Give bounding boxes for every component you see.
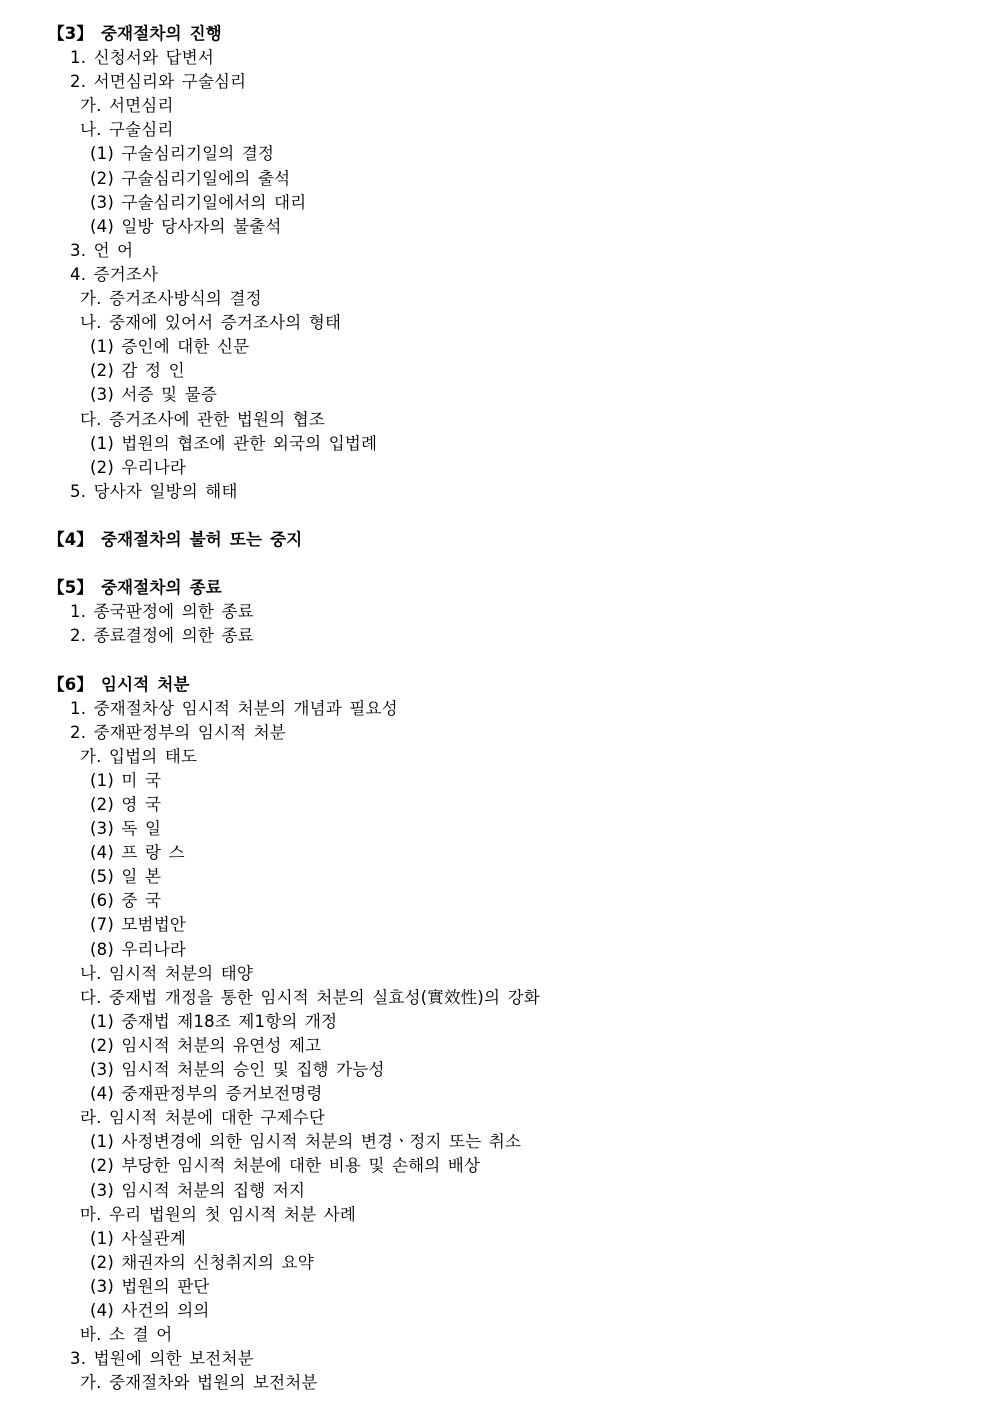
toc-item-level-3: (2) 구술심리기일에의 출석 bbox=[90, 168, 291, 188]
toc-item-level-3: (3) 임시적 처분의 승인 및 집행 가능성 bbox=[90, 1060, 385, 1080]
toc-item-level-2: 가. 중재절차와 법원의 보전처분 bbox=[80, 1373, 318, 1393]
toc-item-level-1: 2. 서면심리와 구술심리 bbox=[70, 72, 247, 92]
toc-item-level-3: (3) 임시적 처분의 집행 저지 bbox=[90, 1180, 306, 1200]
toc-item-level-3: (4) 중재판정부의 증거보전명령 bbox=[90, 1084, 323, 1104]
toc-item-level-3: (7) 모범법안 bbox=[90, 915, 186, 935]
toc-item-level-3: (4) 프 랑 스 bbox=[90, 843, 185, 863]
toc-item-level-2: 마. 우리 법원의 첫 임시적 처분 사례 bbox=[80, 1204, 357, 1224]
toc-item-level-3: (2) 우리나라 bbox=[90, 457, 186, 477]
toc-item-level-1: 4. 증거조사 bbox=[70, 264, 159, 284]
toc-item-level-1: 5. 당사자 일방의 해태 bbox=[70, 481, 238, 501]
toc-item-level-3: (2) 감 정 인 bbox=[90, 361, 185, 381]
toc-item-level-1: 1. 중재절차상 임시적 처분의 개념과 필요성 bbox=[70, 698, 398, 718]
toc-item-level-3: (3) 법원의 판단 bbox=[90, 1276, 210, 1296]
section-heading: 【4】 중재절차의 불허 또는 중지 bbox=[48, 529, 303, 549]
toc-item-level-1: 2. 중재판정부의 임시적 처분 bbox=[70, 722, 287, 742]
toc-item-level-3: (1) 구술심리기일의 결정 bbox=[90, 144, 275, 164]
toc-item-level-3: (4) 사건의 의의 bbox=[90, 1300, 210, 1320]
toc-item-level-3: (2) 부당한 임시적 처분에 대한 비용 및 손해의 배상 bbox=[90, 1156, 481, 1176]
toc-item-level-1: 2. 종료결정에 의한 종료 bbox=[70, 626, 254, 646]
toc-item-level-3: (5) 일 본 bbox=[90, 867, 162, 887]
toc-item-level-3: (4) 일방 당사자의 불출석 bbox=[90, 216, 282, 236]
toc-item-level-3: (6) 중 국 bbox=[90, 891, 162, 911]
toc-item-level-1: 1. 종국판정에 의한 종료 bbox=[70, 602, 254, 622]
toc-item-level-2: 나. 중재에 있어서 증거조사의 형태 bbox=[80, 313, 342, 333]
toc-item-level-3: (1) 사정변경에 의한 임시적 처분의 변경ㆍ정지 또는 취소 bbox=[90, 1132, 522, 1152]
toc-item-level-3: (3) 독 일 bbox=[90, 819, 162, 839]
toc-item-level-2: 바. 소 결 어 bbox=[80, 1325, 173, 1345]
toc-item-level-3: (2) 영 국 bbox=[90, 795, 162, 814]
toc-item-level-3: (1) 중재법 제18조 제1항의 개정 bbox=[90, 1011, 338, 1031]
section-spacer bbox=[48, 552, 968, 576]
toc-item-level-2: 가. 서면심리 bbox=[80, 96, 174, 116]
toc-item-level-3: (2) 임시적 처분의 유연성 제고 bbox=[90, 1035, 322, 1055]
toc-item-level-1: 3. 법원에 의한 보전처분 bbox=[70, 1349, 254, 1369]
toc-item-level-1: 1. 신청서와 답변서 bbox=[70, 48, 215, 68]
table-of-contents bbox=[48, 22, 968, 1395]
toc-item-level-2: 가. 입법의 태도 bbox=[80, 746, 198, 766]
section-spacer bbox=[48, 648, 968, 672]
toc-item-level-3: (1) 증인에 대한 신문 bbox=[90, 337, 250, 357]
toc-item-level-2: 나. 구술심리 bbox=[80, 120, 174, 140]
toc-item-level-3: (3) 구술심리기일에서의 대리 bbox=[90, 192, 307, 212]
toc-item-level-2: 라. 임시적 처분에 대한 구제수단 bbox=[80, 1108, 326, 1128]
section-heading: 【6】 임시적 처분 bbox=[48, 674, 190, 694]
toc-item-level-3: (1) 법원의 협조에 관한 외국의 입법례 bbox=[90, 433, 378, 453]
toc-item-level-1: 3. 언 어 bbox=[70, 240, 134, 260]
toc-item-level-3: (3) 서증 및 물증 bbox=[90, 385, 218, 405]
toc-item-level-3: (8) 우리나라 bbox=[90, 939, 186, 959]
section-heading: 【3】 중재절차의 진행 bbox=[48, 24, 222, 43]
toc-item-level-3: (1) 사실관계 bbox=[90, 1228, 186, 1248]
section-heading: 【5】 중재절차의 종료 bbox=[48, 578, 222, 598]
toc-item-level-3: (2) 채권자의 신청취지의 요약 bbox=[90, 1252, 314, 1272]
toc-item-level-2: 가. 증거조사방식의 결정 bbox=[80, 289, 262, 309]
toc-item-level-2: 다. 중재법 개정을 통한 임시적 처분의 실효성(實效性)의 강화 bbox=[80, 987, 540, 1007]
toc-item-level-3: (1) 미 국 bbox=[90, 770, 162, 790]
toc-item-level-2: 다. 증거조사에 관한 법원의 협조 bbox=[80, 409, 326, 429]
toc-item-level-2: 나. 임시적 처분의 태양 bbox=[80, 963, 254, 983]
section-spacer bbox=[48, 504, 968, 528]
